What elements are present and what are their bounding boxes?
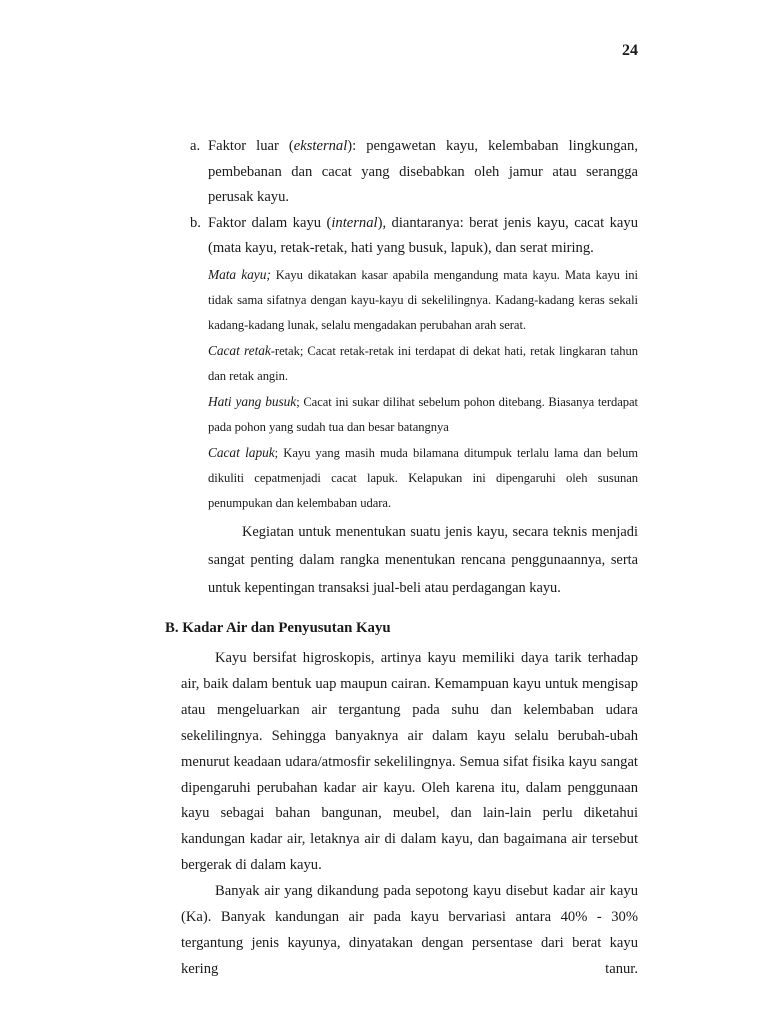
list-marker: b. <box>190 214 201 231</box>
factor-list <box>186 134 638 602</box>
list-marker: a. <box>190 138 201 154</box>
defect-item <box>208 440 638 516</box>
section-body <box>181 646 638 983</box>
section-heading: B. Kadar Air dan Penyusutan Kayu <box>165 620 391 636</box>
defect-term: Hati yang busuk <box>208 393 297 409</box>
page-number: 24 <box>622 42 638 59</box>
defect-text: ; Kayu yang masih muda bilamana ditumpuk terlalu lama dan belum dikuliti cepatmenjadi cacat lapuk. Kelapukan ini dipengaruhi oleh susunan penumpukan dan kelembaban udara. <box>208 445 638 510</box>
list-term: internal <box>331 214 378 231</box>
defect-item <box>208 338 638 389</box>
defect-term: Cacat lapuk <box>208 444 275 460</box>
closing-paragraph-block <box>208 518 638 602</box>
defect-term: Cacat retak <box>208 342 271 358</box>
list-item-internal <box>186 211 638 262</box>
defect-text: -retak; Cacat retak-retak ini terdapat di dekat hati, retak lingkaran tahun dan retak angin. <box>208 343 638 383</box>
defect-text: ; Cacat ini sukar dilihat sebelum pohon ditebang. Biasanya terdapat pada pohon yang sudah tua dan besar batangnya <box>208 394 638 434</box>
list-text: ), diantaranya: berat jenis kayu, cacat kayu (mata kayu, retak-retak, hati yang busuk, lapuk), dan serat miring. <box>208 214 638 256</box>
defect-descriptions <box>208 262 638 516</box>
list-text: Faktor luar ( <box>208 138 294 154</box>
defect-term: Mata kayu; <box>208 266 271 282</box>
list-text: Faktor dalam kayu ( <box>208 214 332 231</box>
defect-item <box>208 389 638 440</box>
closing-paragraph: Kegiatan untuk menentukan suatu jenis kayu, secara teknis menjadi sangat penting dalam rangka menentukan rencana penggunaannya, serta untuk kepentingan transaksi jual-beli atau perdagangan kayu. <box>208 523 638 596</box>
list-text: ): pengawetan kayu, kelembaban lingkungan, pembebanan dan cacat yang disebabkan oleh jamur atau serangga perusak kayu. <box>208 138 638 205</box>
list-item-external <box>186 134 638 211</box>
section-paragraph: Banyak air yang dikandung pada sepotong kayu disebut kadar air kayu (Ka). Banyak kandungan air pada kayu bervariasi antara 40% - 30% tergantung jenis kayunya, dinyatakan dengan persentase dari berat kayu kering tanur. <box>181 883 638 977</box>
list-term: eksternal <box>293 138 348 154</box>
section-paragraph: Kayu bersifat higroskopis, artinya kayu memiliki daya tarik terhadap air, baik dalam bentuk uap maupun cairan. Kemampuan kayu untuk mengisap atau mengeluarkan air tergantung pada suhu dan kelembaban udara sekelilingnya. Sehingga banyaknya air dalam kayu selalu berubah-ubah menurut keadaan udara/atmosfir sekelilingnya. Semua sifat fisika kayu sangat dipengaruhi perubahan kadar air kayu. Oleh karena itu, dalam penggunaan kayu sebagai bahan bangunan, meubel, dan lain-lain perlu diketahui kandungan kadar air, letaknya air di dalam kayu, dan bagaimana air tersebut bergerak di dalam kayu. <box>181 650 638 874</box>
defect-text: Kayu dikatakan kasar apabila mengandung mata kayu. Mata kayu ini tidak sama sifatnya dengan kayu-kayu di sekelilingnya. Kadang-kadang keras sekali kadang-kadang lunak, selalu mengadakan perubahan arah serat. <box>208 267 638 332</box>
defect-item <box>208 262 638 338</box>
